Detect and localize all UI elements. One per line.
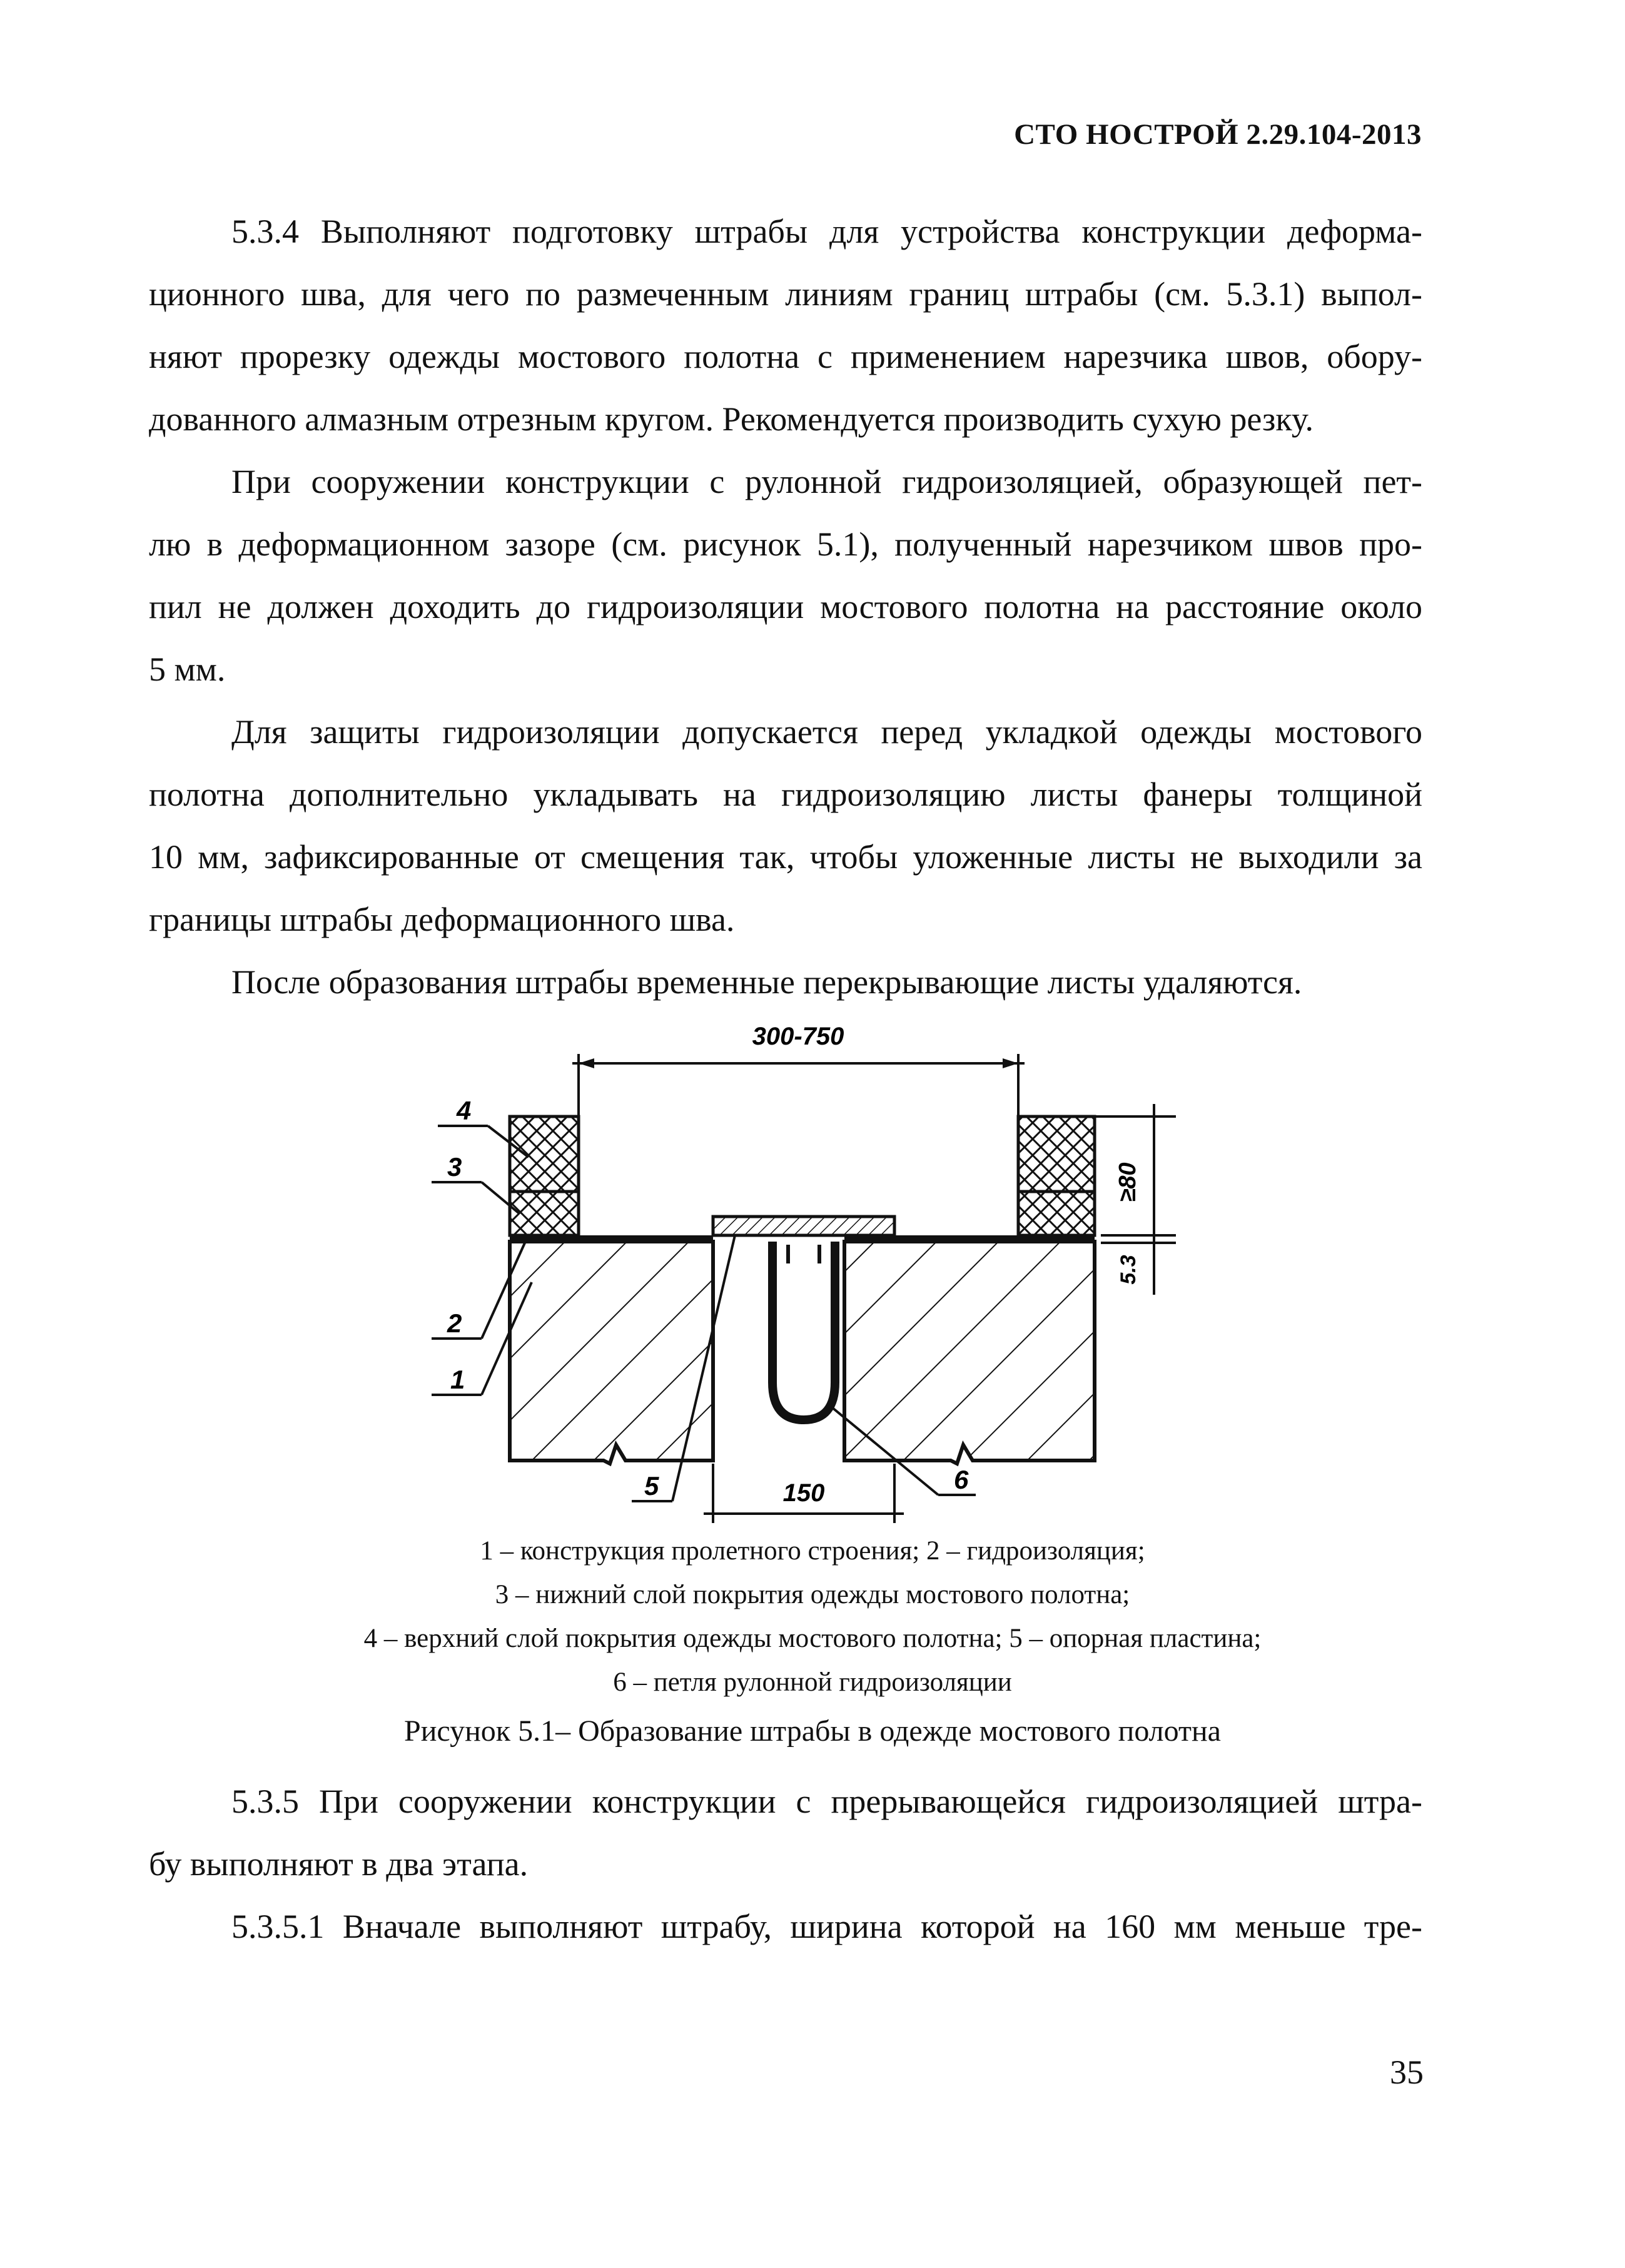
left-structure-block — [510, 1242, 713, 1464]
legend-line-2: 3 – нижний слой покрытия одежды мостового полотна; — [495, 1580, 1130, 1609]
legend-line-1: 1 – конструкция пролетного строения; 2 – гидроизоляция; — [480, 1536, 1145, 1566]
figure-5-1 — [0, 1001, 1625, 1551]
paragraph-5-3-5-1 — [149, 1895, 1422, 1958]
dimension-top: 300-750 — [752, 1023, 844, 1050]
right-structure-block — [844, 1242, 1095, 1464]
callout-2: 2 — [447, 1309, 462, 1338]
text-line: ционного шва, для чего по размеченным линиям границ штрабы (см. 5.3.1) выпол- — [149, 275, 1422, 313]
waterproofing-loop — [772, 1242, 835, 1420]
page-number: 35 — [1390, 2053, 1424, 2091]
text-line: Для защиты гидроизоляции допускается перед укладкой одежды мостового — [231, 713, 1422, 751]
upper-layer-right — [1018, 1116, 1095, 1192]
paragraph-5-3-5 — [149, 1770, 1422, 1895]
lower-layer-right — [1018, 1192, 1095, 1235]
text-line: границы штрабы деформационного шва. — [149, 901, 735, 938]
callout-4: 4 — [457, 1096, 472, 1125]
paragraph-rolled-waterproofing — [149, 450, 1422, 701]
figure-caption: Рисунок 5.1– Образование штрабы в одежде мостового полотна — [404, 1714, 1221, 1748]
text-line: няют прорезку одежды мостового полотна с применением нарезчика швов, обору- — [149, 338, 1422, 375]
text-line: полотна дополнительно укладывать на гидроизоляцию листы фанеры толщиной — [149, 776, 1422, 813]
upper-layer-left — [510, 1116, 579, 1192]
callout-5: 5 — [644, 1471, 659, 1501]
callout-6: 6 — [954, 1465, 969, 1494]
callout-3: 3 — [447, 1152, 462, 1182]
text-line: После образования штрабы временные перекрывающие листы удаляются. — [231, 963, 1302, 1001]
legend-line-3: 4 – верхний слой покрытия одежды мостового полотна; 5 – опорная пластина; — [363, 1624, 1262, 1653]
legend-line-4: 6 – петля рулонной гидроизоляции — [613, 1668, 1012, 1697]
paragraph-5-3-4 — [149, 200, 1422, 450]
text-line: 5.3.4 Выполняют подготовку штрабы для устройства конструкции деформа- — [231, 213, 1422, 250]
support-plate — [713, 1217, 894, 1235]
text-line: 5.3.5.1 Вначале выполняют штрабу, ширина которой на 160 мм меньше тре- — [231, 1908, 1422, 1945]
document-code-header: СТО НОСТРОЙ 2.29.104-2013 — [1014, 118, 1422, 151]
dimension-right-top: ≥80 — [1115, 1162, 1141, 1202]
lower-layer-left — [510, 1192, 579, 1235]
text-line: лю в деформационном зазоре (см. рисунок 5.1), полученный нарезчиком швов про- — [149, 525, 1422, 563]
text-line: бу выполняют в два этапа. — [149, 1845, 529, 1883]
text-line: 10 мм, зафиксированные от смещения так, чтобы уложенные листы не выходили за — [149, 838, 1422, 876]
expansion-joint-diagram — [0, 1001, 1625, 1551]
dimension-right-bottom: 5.3 — [1116, 1255, 1140, 1285]
text-line: При сооружении конструкции с рулонной гидроизоляцией, образующей пет- — [231, 463, 1422, 500]
text-line: 5.3.5 При сооружении конструкции с прерывающейся гидроизоляцией штра- — [231, 1783, 1422, 1820]
text-line: пил не должен доходить до гидроизоляции мостового полотна на расстояние около — [149, 588, 1422, 625]
paragraph-protection — [149, 701, 1422, 951]
dimension-bottom: 150 — [782, 1479, 825, 1507]
text-line: дованного алмазным отрезным кругом. Рекомендуется производить сухую резку. — [149, 400, 1314, 438]
callout-1: 1 — [450, 1365, 465, 1394]
text-line: 5 мм. — [149, 651, 226, 688]
